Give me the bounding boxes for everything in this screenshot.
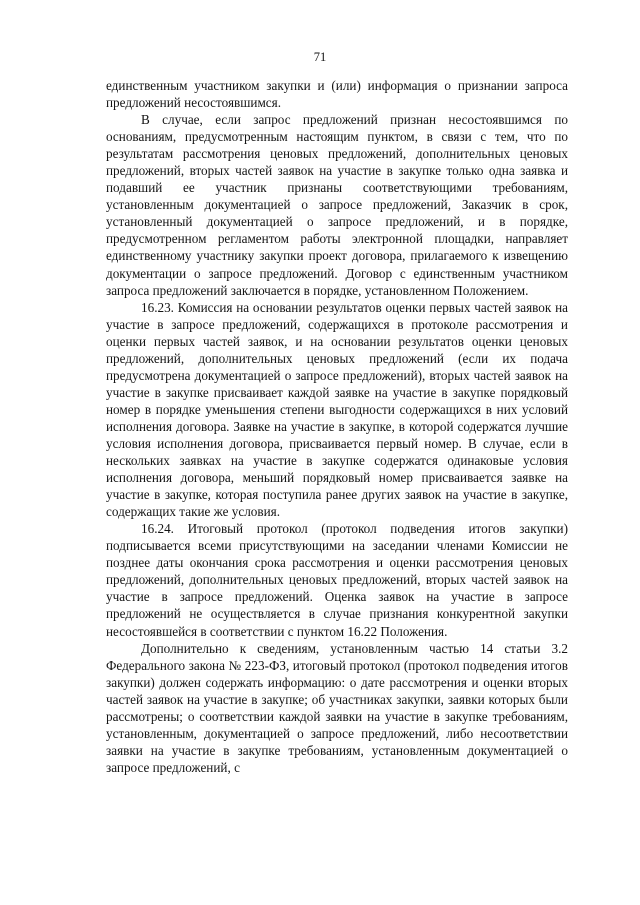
paragraph-16-24: 16.24. Итоговый протокол (протокол подведения итогов закупки) подписывается всеми присутствующими на заседании членами Комиссии не позднее даты окончания срока рассмотрения и оценки рассмотрения ценовых предложений, дополнительных ценовых предложений, вторых частей заявок на участие в запросе предложений. Оценка заявок на участие в запросе предложений не осуществляется в случае признания конкурентной закупки несостоявшейся в соответствии с пунктом 16.22 Положения.	[106, 521, 568, 639]
document-body	[106, 77, 568, 776]
paragraph-16-23: 16.23. Комиссия на основании результатов оценки первых частей заявок на участие в запросе предложений, содержащихся в протоколе рассмотрения и оценки первых частей заявок, и на основании результатов оценки ценовых предложений, дополнительных ценовых предложений (если их подача предусмотрена документацией о запросе предложений), вторых частей заявок на участие в закупке присваивает каждой заявке на участие в закупке порядковый номер в порядке уменьшения степени выгодности содержащихся в них условий исполнения договора. Заявке на участие в закупке, в которой содержатся лучшие условия исполнения договора, присваивается первый номер. В случае, если в нескольких заявках на участие в закупке содержатся одинаковые условия исполнения договора, меньший порядковый номер присваивается заявке на участие в закупке, которая поступила ранее других заявок на участие в закупке, содержащих такие же условия.	[106, 299, 568, 520]
paragraph-continuation: единственным участником закупки и (или) информация о признании запроса предложений несостоявшимся.	[106, 78, 568, 111]
paragraph-protocol-contents: Дополнительно к сведениям, установленным частью 14 статьи 3.2 Федерального закона № 223-ФЗ, итоговый протокол (протокол подведения итогов закупки) должен содержать информацию: о дате рассмотрения и оценки вторых частей заявок на участие в закупке; об участниках закупки, заявки которых были рассмотрены; о соответствии каждой заявки на участие в закупке требованиям, установленным, документацией о запросе предложений, либо несоответствии заявки на участие в закупке требованиям, установленным документацией о запросе предложений, с	[106, 640, 568, 775]
paragraph-single-participant-contract: В случае, если запрос предложений признан несостоявшимся по основаниям, предусмотренным настоящим пунктом, в связи с тем, что по результатам рассмотрения ценовых предложений, дополнительных ценовых предложений, вторых частей заявок на участие в закупке только одна заявка и подавший ее участник признаны соответствующими требованиям, установленным документацией о запросе предложений, Заказчик в срок, установленный документацией о запросе предложений, и в порядке, предусмотренном регламентом работы электронной площадки, направляет единственному участнику закупки проект договора, прилагаемого к извещению документации о запросе предложений. Договор с единственным участником запроса предложений заключается в порядке, установленном Положением.	[106, 112, 568, 298]
page-number: 71	[313, 50, 327, 64]
